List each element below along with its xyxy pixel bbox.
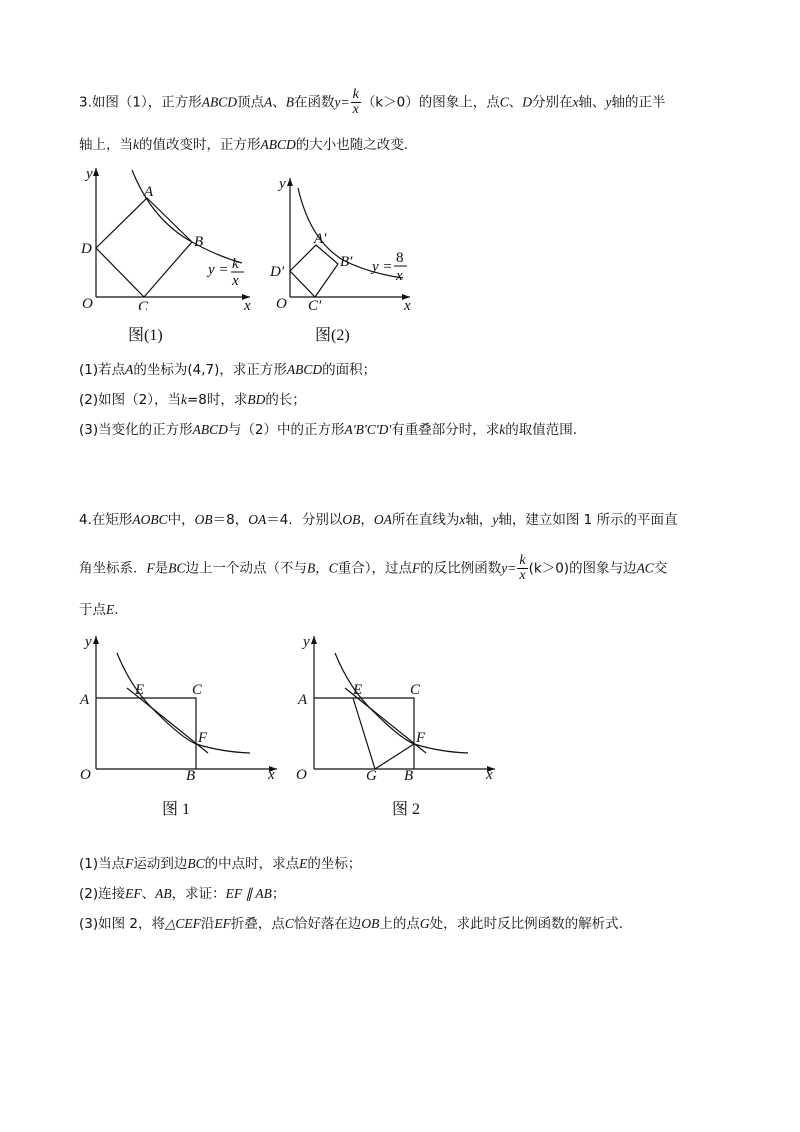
p4-line-2: 角坐标系．F是BC边上一个动点（不与B，C重合），过点F的反比例函数y= $\frac{k}{x}$ (k＞0)的图象与边AC交 xyxy=(79,553,668,583)
point-C-prime-label: C′ xyxy=(308,298,322,310)
fraction-k-over-x: $\frac{k}{x}$ xyxy=(352,87,359,117)
origin-label: O xyxy=(80,767,91,783)
x-axis-label: x xyxy=(244,298,251,310)
p4-figure-1 xyxy=(72,628,282,788)
p3-question-1: (1)若点A的坐标为(4,7)，求正方形ABCD的面积； xyxy=(79,362,377,378)
point-D-prime-label: D′ xyxy=(270,264,285,280)
origin-label: O xyxy=(296,767,307,783)
curve-label-x: x xyxy=(232,273,239,289)
y-axis-label: y xyxy=(279,176,286,192)
point-A-label: A xyxy=(80,692,90,708)
p3-fig2-caption: 图(2) xyxy=(315,327,350,344)
point-B-label: B xyxy=(404,768,414,784)
point-C-label: C xyxy=(192,682,203,698)
point-B-prime-label: B′ xyxy=(340,254,353,270)
curve-label-8: 8 xyxy=(396,250,404,266)
point-F-label: F xyxy=(416,730,426,746)
point-F-label: F xyxy=(198,730,208,746)
point-D-label: D xyxy=(81,241,92,257)
p4-line-3: 于点E. xyxy=(79,602,119,618)
p4-line-1: 4.在矩形AOBC中，OB＝8，OA＝4．分别以OB，OA所在直线为x轴，y轴，建立如图 1 所示的平面直 xyxy=(79,512,678,528)
point-A-label: A xyxy=(298,692,308,708)
point-B-label: B xyxy=(186,768,196,784)
point-B-label: B xyxy=(194,234,204,250)
y-axis-label: y xyxy=(85,634,92,650)
origin-label: O xyxy=(82,296,93,310)
point-C-label: C xyxy=(138,299,149,310)
x-axis-label: x xyxy=(486,767,493,783)
p3-figure-2 xyxy=(268,170,418,310)
point-C-label: C xyxy=(410,682,421,698)
origin-label: O xyxy=(276,296,287,310)
p4-fig1-caption: 图 1 xyxy=(162,801,191,818)
p3-question-3: (3)当变化的正方形ABCD与（2）中的正方形A'B'C'D'有重叠部分时，求k的取值范围. xyxy=(79,422,578,438)
point-E-label: E xyxy=(135,682,145,698)
fraction-k-over-x: $\frac{k}{x}$ xyxy=(519,553,526,583)
p4-question-2: (2)连接EF、AB，求证：EF ∥ AB； xyxy=(79,886,286,902)
point-A-prime-label: A′ xyxy=(314,231,327,247)
point-A-label: A xyxy=(144,184,154,200)
p3-fig1-caption: 图(1) xyxy=(128,327,163,344)
y-axis-label: y xyxy=(303,634,310,650)
x-axis-label: x xyxy=(268,767,275,783)
p4-fig2-caption: 图 2 xyxy=(392,801,421,818)
p3-line-1: 3.如图（1），正方形ABCD顶点A、B在函数y= $\frac{k}{x}$ （k＞0）的图象上，点C、D分别在x轴、y轴的正半 xyxy=(79,87,666,117)
p4-figure-2 xyxy=(290,628,500,788)
x-axis-label: x xyxy=(404,298,411,310)
point-E-label: E xyxy=(353,682,363,698)
p3-figure-1 xyxy=(72,160,257,310)
point-G-label: G xyxy=(366,768,377,784)
curve-label-k: k xyxy=(232,256,239,272)
p4-question-1: (1)当点F运动到边BC的中点时，求点E的坐标； xyxy=(79,856,362,872)
p4-question-3: (3)如图 2，将△CEF沿EF折叠，点C恰好落在边OB上的点G处，求此时反比例函数的解析式. xyxy=(79,916,623,932)
y-axis-label: y xyxy=(86,166,93,182)
curve-label-y-eq: y = xyxy=(208,262,229,278)
curve-label-y-eq: y = xyxy=(372,259,393,275)
curve-label-x: x xyxy=(396,268,403,284)
p3-line-2: 轴上，当k的值改变时，正方形ABCD的大小也随之改变. xyxy=(79,137,409,153)
p3-question-2: (2)如图（2），当k=8时，求BD的长； xyxy=(79,392,306,408)
